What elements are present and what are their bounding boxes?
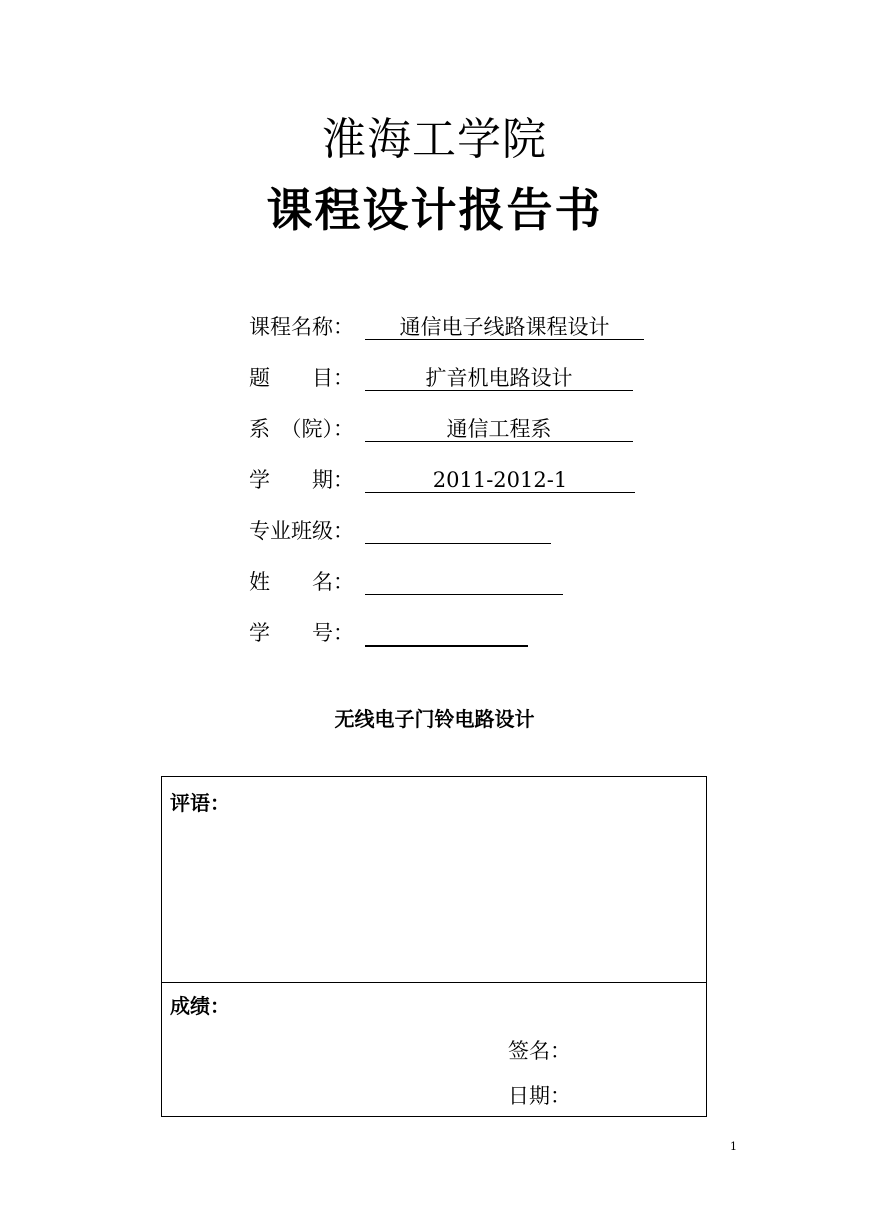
- semester-label: 学 期：: [249, 468, 354, 492]
- name-value: [365, 567, 563, 595]
- course-name-value: 通信电子线路课程设计: [365, 312, 644, 340]
- signature-label: 签名：: [508, 1039, 571, 1063]
- course-name-label: 课程名称：: [249, 315, 354, 339]
- document-title: 课程设计报告书: [266, 183, 603, 237]
- class-label: 专业班级：: [249, 519, 354, 543]
- name-label: 姓 名：: [249, 570, 354, 594]
- evaluation-divider: [162, 982, 706, 983]
- date-label: 日期：: [508, 1084, 571, 1108]
- evaluation-box: [161, 776, 707, 1117]
- page-number: 1: [730, 1140, 737, 1153]
- semester-value: 2011-2012-1: [365, 465, 635, 493]
- class-value: [365, 516, 551, 544]
- project-title: 无线电子门铃电路设计: [334, 707, 535, 731]
- topic-label: 题 目：: [249, 366, 354, 390]
- school-name: 淮海工学院: [322, 114, 547, 165]
- department-label: 系 （院）：: [249, 417, 354, 441]
- department-value: 通信工程系: [365, 414, 633, 442]
- student-id-label: 学 号：: [249, 621, 354, 645]
- topic-value: 扩音机电路设计: [365, 363, 633, 391]
- grade-label: 成绩：: [170, 994, 230, 1018]
- student-id-value: [365, 618, 528, 647]
- comment-label: 评语：: [170, 791, 230, 815]
